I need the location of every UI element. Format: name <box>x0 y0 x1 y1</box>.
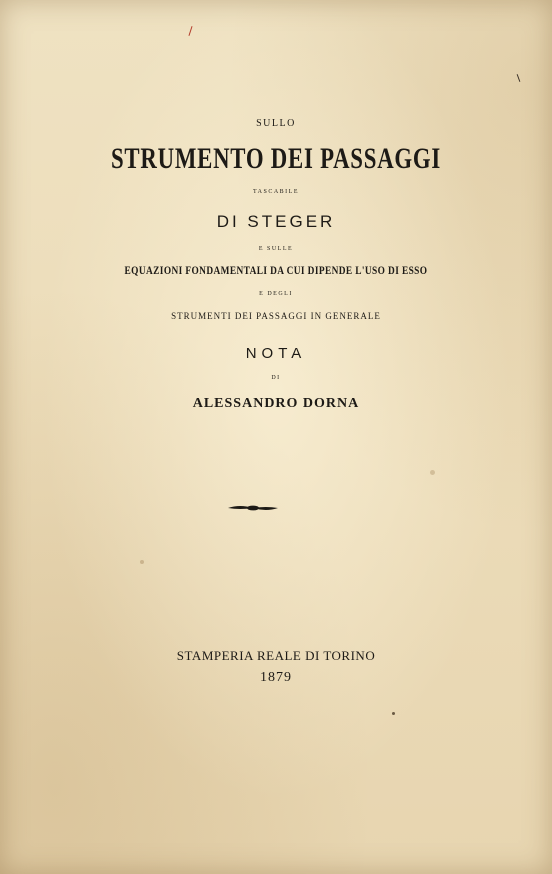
e-sulle-text: E SULLE <box>258 246 294 252</box>
sullo-text: SULLO <box>256 118 296 129</box>
foxing-spot <box>140 560 144 564</box>
ornament-divider <box>226 502 280 514</box>
author-name: ALESSANDRO DORNA <box>192 396 360 411</box>
foxing-spot <box>430 470 435 475</box>
foxing-spot <box>392 712 395 715</box>
red-mark <box>188 26 192 36</box>
nota-text: NOTA <box>245 345 307 362</box>
ink-speck <box>517 74 521 82</box>
strumenti-text: STRUMENTI DEI PASSAGGI IN GENERALE <box>171 311 381 321</box>
equazioni-text: EQUAZIONI FONDAMENTALI DA CUI DIPENDE L'USO DI ESSO <box>124 263 428 277</box>
tascabile-text: TASCABILE <box>252 189 300 195</box>
di-steger-text: DI STEGER <box>216 212 336 231</box>
e-degli-text: E DEGLI <box>259 291 293 297</box>
printer-text: STAMPERIA REALE DI TORINO <box>176 648 376 663</box>
di-text: DI <box>271 375 281 381</box>
year-text: 1879 <box>260 670 292 685</box>
main-title: STRUMENTO DEI PASSAGGI <box>110 142 442 175</box>
